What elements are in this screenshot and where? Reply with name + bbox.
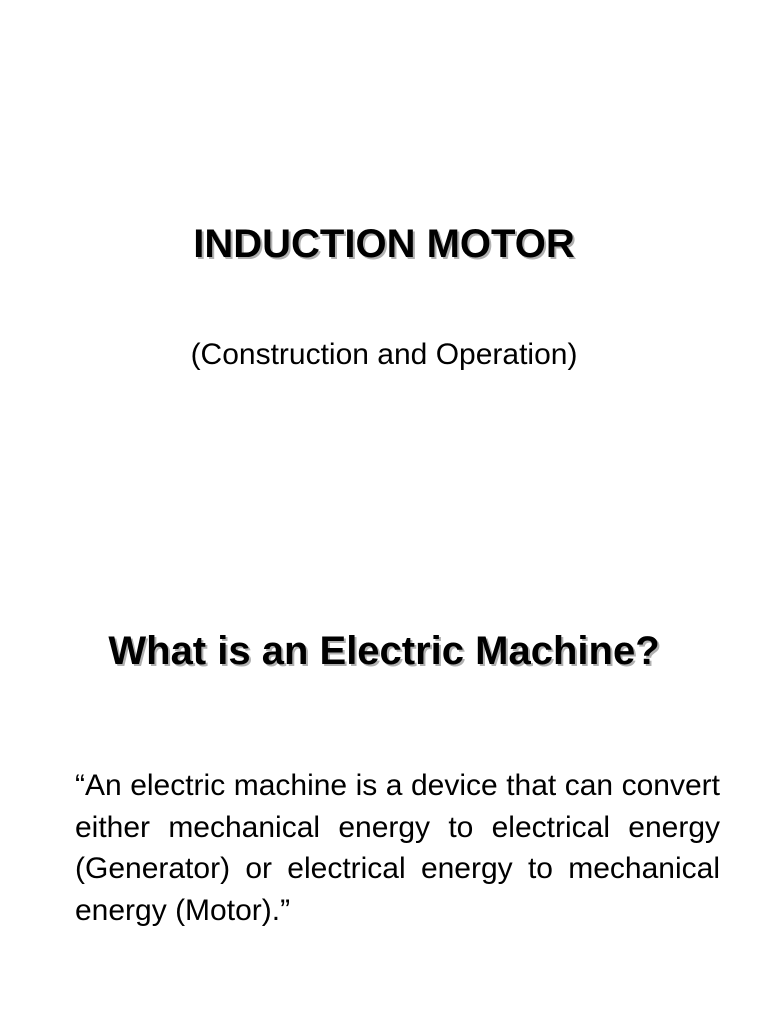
slide-1-title: INDUCTION MOTOR: [193, 222, 575, 266]
slide-2: [0, 512, 768, 1024]
slide-2-title: What is an Electric Machine?: [108, 629, 660, 673]
slide-2-definition-text: “An electric machine is a device that can convert either mechanical energy to electrical energy (Generator) or electrical energy to mechanical energy (Motor).”: [75, 769, 720, 927]
slide-1-subtitle: (Construction and Operation): [190, 338, 578, 371]
